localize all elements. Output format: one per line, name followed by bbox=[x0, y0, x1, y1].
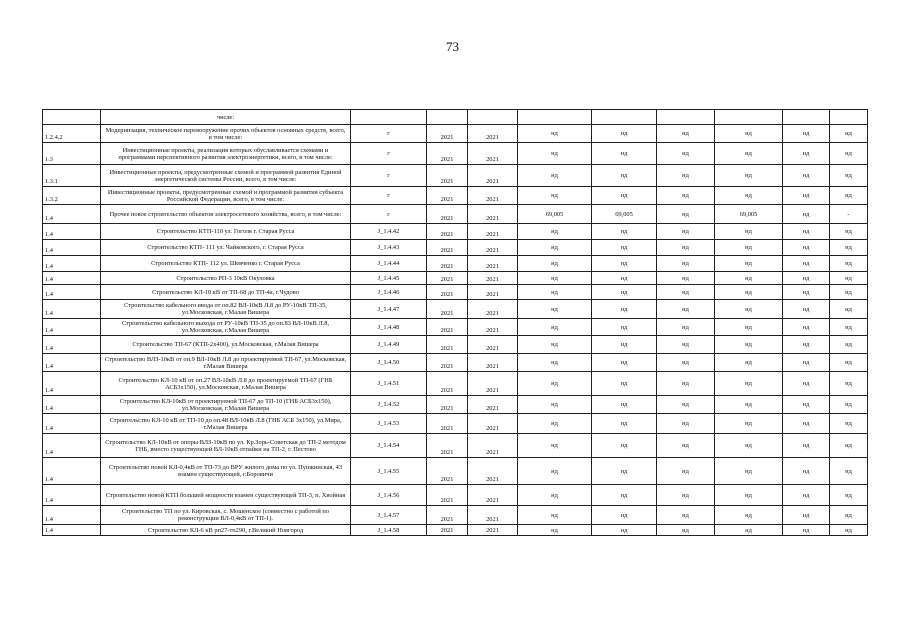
cell-value: нд bbox=[783, 205, 830, 224]
cell-year-end: 2021 bbox=[468, 434, 518, 458]
cell-value: нд bbox=[592, 336, 657, 354]
cell-year-end: 2021 bbox=[468, 485, 518, 506]
cell-value: нд bbox=[830, 300, 868, 319]
cell-value: нд bbox=[657, 372, 715, 396]
table-row bbox=[43, 396, 868, 414]
cell-value: нд bbox=[715, 414, 783, 434]
cell-value: нд bbox=[830, 187, 868, 205]
cell-value: нд bbox=[657, 165, 715, 187]
cell-value: нд bbox=[657, 354, 715, 372]
cell-value: нд bbox=[830, 525, 868, 536]
cell-code: 1.4 bbox=[43, 224, 101, 240]
cell-unit: J_1.4.58 bbox=[351, 525, 427, 536]
cell-value: нд bbox=[592, 125, 657, 143]
cell-value: нд bbox=[518, 485, 592, 506]
cell-value: нд bbox=[783, 224, 830, 240]
table-row bbox=[43, 285, 868, 300]
table-row bbox=[43, 372, 868, 396]
cell-value: нд bbox=[783, 414, 830, 434]
cell-unit: J_1.4.54 bbox=[351, 434, 427, 458]
cell-description: Прочее новое строительство объектов электросетевого хозяйства, всего, в том числе: bbox=[101, 205, 351, 224]
cell-year-start: 2021 bbox=[427, 396, 468, 414]
cell-value: нд bbox=[783, 256, 830, 272]
cell-value: нд bbox=[657, 485, 715, 506]
cell-unit: г bbox=[351, 187, 427, 205]
cell-value: нд bbox=[657, 506, 715, 525]
cell-value: нд bbox=[715, 285, 783, 300]
cell-year-end: 2021 bbox=[468, 336, 518, 354]
cell-value: нд bbox=[518, 143, 592, 165]
cell-value: нд bbox=[518, 434, 592, 458]
cell-unit: J_1.4.50 bbox=[351, 354, 427, 372]
cell-description: Модернизация, техническое перевооружение прочих объектов основных средств, всего, в том числе: bbox=[101, 125, 351, 143]
investment-table bbox=[42, 109, 868, 536]
cell-value: нд bbox=[657, 240, 715, 256]
table-row bbox=[43, 205, 868, 224]
cell-value: нд bbox=[715, 506, 783, 525]
table-row bbox=[43, 240, 868, 256]
cell-description: Строительство КЛ-10 кВ от ТП-10 до оп.48 ВЛ-10кВ Л.8 (ГНБ АСБ 3х150), ул.Мира, г.Малая Вишера bbox=[101, 414, 351, 434]
cell-value bbox=[657, 110, 715, 125]
cell-unit: г bbox=[351, 165, 427, 187]
cell-value: нд bbox=[830, 224, 868, 240]
cell-unit: J_1.4.51 bbox=[351, 372, 427, 396]
cell-code: 1.4 bbox=[43, 458, 101, 485]
cell-value: нд bbox=[592, 240, 657, 256]
cell-year-end: 2021 bbox=[468, 458, 518, 485]
cell-unit: г bbox=[351, 143, 427, 165]
cell-value: нд bbox=[783, 285, 830, 300]
cell-description: Строительство ТП-67 (КТП-2х400), ул.Московская, г.Малая Вишера bbox=[101, 336, 351, 354]
cell-value: нд bbox=[783, 272, 830, 285]
cell-value: нд bbox=[715, 125, 783, 143]
cell-value: нд bbox=[657, 319, 715, 336]
cell-unit: J_1.4.46 bbox=[351, 285, 427, 300]
cell-value: нд bbox=[715, 187, 783, 205]
cell-year-start: 2021 bbox=[427, 434, 468, 458]
cell-value: нд bbox=[592, 165, 657, 187]
cell-value: нд bbox=[518, 372, 592, 396]
cell-year-end: 2021 bbox=[468, 256, 518, 272]
cell-value: нд bbox=[657, 300, 715, 319]
cell-value: нд bbox=[657, 396, 715, 414]
cell-year-start: 2021 bbox=[427, 256, 468, 272]
cell-unit: J_1.4.44 bbox=[351, 256, 427, 272]
cell-value: нд bbox=[592, 256, 657, 272]
cell-value: нд bbox=[783, 125, 830, 143]
cell-value: нд bbox=[783, 240, 830, 256]
cell-value: нд bbox=[783, 165, 830, 187]
cell-value: нд bbox=[592, 143, 657, 165]
cell-value: нд bbox=[783, 372, 830, 396]
page-number: 73 bbox=[446, 39, 459, 54]
cell-value: нд bbox=[518, 240, 592, 256]
cell-description: Строительство КЛ-10кВ от опоры ВЛЗ-10кВ по ул. Кр.Зорь-Советская до ТП-2 методом ГНБ, вместо существующей ВЛ-10кВ отпайки на ТП-2, г. Пестово bbox=[101, 434, 351, 458]
cell-value: нд bbox=[783, 300, 830, 319]
cell-value: нд bbox=[783, 396, 830, 414]
cell-value bbox=[715, 110, 783, 125]
cell-code: 1.3.2 bbox=[43, 187, 101, 205]
table-body bbox=[43, 110, 868, 536]
cell-value: нд bbox=[592, 506, 657, 525]
cell-code: 1.4 bbox=[43, 319, 101, 336]
cell-year-end: 2021 bbox=[468, 506, 518, 525]
cell-value: нд bbox=[518, 336, 592, 354]
cell-value: нд bbox=[518, 224, 592, 240]
table-row bbox=[43, 272, 868, 285]
cell-value: нд bbox=[518, 285, 592, 300]
cell-value: нд bbox=[830, 125, 868, 143]
cell-value: нд bbox=[657, 285, 715, 300]
table-row bbox=[43, 187, 868, 205]
table-row bbox=[43, 525, 868, 536]
cell-value: нд bbox=[715, 354, 783, 372]
cell-year-start: 2021 bbox=[427, 319, 468, 336]
cell-value: нд bbox=[783, 354, 830, 372]
cell-value bbox=[783, 110, 830, 125]
cell-description: Строительство КЛ-10 кВ от ТП-68 до ТП-4а, г.Чудово bbox=[101, 285, 351, 300]
cell-value: нд bbox=[783, 485, 830, 506]
cell-value: нд bbox=[830, 434, 868, 458]
cell-value: нд bbox=[518, 256, 592, 272]
cell-value: нд bbox=[518, 525, 592, 536]
cell-value: нд bbox=[715, 396, 783, 414]
cell-year-start: 2021 bbox=[427, 372, 468, 396]
cell-value: нд bbox=[830, 458, 868, 485]
cell-value: нд bbox=[783, 319, 830, 336]
cell-code: 1.3 bbox=[43, 143, 101, 165]
cell-year-end: 2021 bbox=[468, 187, 518, 205]
cell-unit: J_1.4.48 bbox=[351, 319, 427, 336]
cell-value: нд bbox=[783, 187, 830, 205]
cell-value: нд bbox=[783, 143, 830, 165]
cell-code: 1.2.4.2 bbox=[43, 125, 101, 143]
cell-value: 69,005 bbox=[715, 205, 783, 224]
cell-value: нд bbox=[715, 485, 783, 506]
cell-year-start: 2021 bbox=[427, 165, 468, 187]
cell-value: нд bbox=[592, 434, 657, 458]
cell-year-start: 2021 bbox=[427, 458, 468, 485]
cell-value: нд bbox=[715, 256, 783, 272]
cell-year-end: 2021 bbox=[468, 372, 518, 396]
cell-description: Строительство ВЛЗ-10кВ от оп.9 ВЛ-10кВ Л.8 до проектируемой ТП-67, ул.Московская, г.Малая Вишера bbox=[101, 354, 351, 372]
cell-value: нд bbox=[715, 525, 783, 536]
cell-code: 1.4 bbox=[43, 272, 101, 285]
cell-value: нд bbox=[715, 272, 783, 285]
cell-value: нд bbox=[830, 256, 868, 272]
cell-value: нд bbox=[715, 165, 783, 187]
cell-value: нд bbox=[657, 525, 715, 536]
cell-unit: J_1.4.45 bbox=[351, 272, 427, 285]
cell-year-start: 2021 bbox=[427, 272, 468, 285]
cell-value: нд bbox=[830, 396, 868, 414]
cell-description: Строительство КТП-110 ул. Гоголя г. Старая Русса bbox=[101, 224, 351, 240]
cell-value: нд bbox=[830, 354, 868, 372]
cell-description: Инвестиционные проекты, предусмотренные схемой и программой развития субъекта Российской Федерации, всего, в том числе: bbox=[101, 187, 351, 205]
table-row bbox=[43, 165, 868, 187]
table-row bbox=[43, 256, 868, 272]
cell-year-start: 2021 bbox=[427, 485, 468, 506]
cell-value: нд bbox=[715, 372, 783, 396]
cell-value: нд bbox=[657, 336, 715, 354]
cell-description: Строительство КТП- 112 ул. Шевченко г. Старая Русса bbox=[101, 256, 351, 272]
cell-value: нд bbox=[715, 224, 783, 240]
cell-value: нд bbox=[518, 272, 592, 285]
cell-value: нд bbox=[657, 414, 715, 434]
cell-year-end: 2021 bbox=[468, 240, 518, 256]
cell-code: 1.4 bbox=[43, 485, 101, 506]
cell-value: нд bbox=[830, 336, 868, 354]
cell-description: Строительство КТП- 111 ул. Чайковского, г. Старая Русса bbox=[101, 240, 351, 256]
cell-value: нд bbox=[830, 165, 868, 187]
cell-value: нд bbox=[783, 336, 830, 354]
cell-year-end bbox=[468, 110, 518, 125]
cell-year-end: 2021 bbox=[468, 396, 518, 414]
cell-value: нд bbox=[657, 458, 715, 485]
cell-year-start: 2021 bbox=[427, 285, 468, 300]
cell-year-end: 2021 bbox=[468, 125, 518, 143]
cell-value: нд bbox=[518, 187, 592, 205]
cell-code: 1.3.1 bbox=[43, 165, 101, 187]
cell-code: 1.4 bbox=[43, 285, 101, 300]
cell-value: нд bbox=[592, 285, 657, 300]
cell-value: нд bbox=[518, 354, 592, 372]
cell-value: нд bbox=[715, 300, 783, 319]
cell-unit: J_1.4.49 bbox=[351, 336, 427, 354]
cell-description: Строительство ТП по ул. Кировская, с. Мошенское (совместно с работой по реконструкции ВЛ-0,4кВ от ТП-1). bbox=[101, 506, 351, 525]
cell-description: Строительство КЛ-10кВ от проектируемой ТП-67 до ТП-10 (ГНБ АСБ3х150), ул.Московская, г.Малая Вишера bbox=[101, 396, 351, 414]
cell-value: - bbox=[830, 205, 868, 224]
cell-code: 1.4 bbox=[43, 240, 101, 256]
cell-year-start: 2021 bbox=[427, 414, 468, 434]
cell-year-end: 2021 bbox=[468, 319, 518, 336]
cell-year-end: 2021 bbox=[468, 224, 518, 240]
cell-value: нд bbox=[830, 414, 868, 434]
cell-unit: г bbox=[351, 205, 427, 224]
cell-value: нд bbox=[518, 506, 592, 525]
cell-value: нд bbox=[657, 272, 715, 285]
cell-value: нд bbox=[657, 143, 715, 165]
cell-value: нд bbox=[657, 224, 715, 240]
cell-description: Инвестиционные проекты, предусмотренные схемой и программой развития Единой энергетической системы России, всего, в том числе: bbox=[101, 165, 351, 187]
cell-value: нд bbox=[592, 372, 657, 396]
cell-value: нд bbox=[783, 434, 830, 458]
cell-code: 1.4 bbox=[43, 354, 101, 372]
cell-year-start: 2021 bbox=[427, 205, 468, 224]
cell-unit: J_1.4.47 bbox=[351, 300, 427, 319]
cell-value: нд bbox=[715, 319, 783, 336]
cell-value: 69,005 bbox=[518, 205, 592, 224]
cell-description: Строительство КЛ-10 кВ от оп.27 ВЛ-10кВ Л.8 до проектируемой ТП-67 (ГНБ АСБ3х150), ул.Московская, г.Малая Вишера bbox=[101, 372, 351, 396]
cell-value: нд bbox=[657, 256, 715, 272]
cell-value: нд bbox=[830, 272, 868, 285]
cell-value: нд bbox=[518, 300, 592, 319]
cell-value: нд bbox=[592, 300, 657, 319]
cell-value: нд bbox=[518, 458, 592, 485]
cell-value: нд bbox=[518, 125, 592, 143]
table-row bbox=[43, 110, 868, 125]
table-row bbox=[43, 336, 868, 354]
cell-code: 1.4 bbox=[43, 256, 101, 272]
cell-year-start: 2021 bbox=[427, 506, 468, 525]
cell-value: нд bbox=[830, 143, 868, 165]
cell-value: нд bbox=[830, 285, 868, 300]
cell-year-end: 2021 bbox=[468, 205, 518, 224]
table-row bbox=[43, 125, 868, 143]
cell-value: нд bbox=[592, 224, 657, 240]
table-row bbox=[43, 224, 868, 240]
cell-year-end: 2021 bbox=[468, 285, 518, 300]
table-row bbox=[43, 485, 868, 506]
cell-value: нд bbox=[715, 458, 783, 485]
cell-description: Строительство новой КЛ-0,4кВ от ТП-73 до ВРУ жилого дома по ул. Пушкинская, 43 взамен существующей, г.Боровичи bbox=[101, 458, 351, 485]
cell-value: нд bbox=[592, 319, 657, 336]
cell-description: Инвестиционные проекты, реализация которых обуславливается схемами и программами перспективного развития электроэнергетики, всего, в том числе: bbox=[101, 143, 351, 165]
cell-code: 1.4 bbox=[43, 372, 101, 396]
cell-value: нд bbox=[592, 414, 657, 434]
cell-value: нд bbox=[518, 414, 592, 434]
cell-code: 1.4 bbox=[43, 506, 101, 525]
cell-value: нд bbox=[518, 165, 592, 187]
cell-value: нд bbox=[715, 143, 783, 165]
cell-value: нд bbox=[715, 240, 783, 256]
cell-year-end: 2021 bbox=[468, 300, 518, 319]
cell-year-end: 2021 bbox=[468, 525, 518, 536]
cell-year-start: 2021 bbox=[427, 224, 468, 240]
cell-value: нд bbox=[518, 319, 592, 336]
cell-year-start bbox=[427, 110, 468, 125]
table-row bbox=[43, 354, 868, 372]
cell-value: нд bbox=[715, 336, 783, 354]
cell-value: нд bbox=[592, 396, 657, 414]
cell-unit: J_1.4.56 bbox=[351, 485, 427, 506]
cell-description: Строительство КЛ-6 кВ рп27-тп290, г.Великий Новгород bbox=[101, 525, 351, 536]
cell-value: нд bbox=[783, 525, 830, 536]
cell-value: нд bbox=[657, 205, 715, 224]
cell-value: нд bbox=[592, 272, 657, 285]
cell-description: Строительство новой КТП большей мощности взамен существующей ТП-3, п. Хвойная bbox=[101, 485, 351, 506]
cell-code: 1.4 bbox=[43, 205, 101, 224]
cell-code: 1.4 bbox=[43, 336, 101, 354]
cell-value: нд bbox=[830, 240, 868, 256]
cell-value: нд bbox=[830, 506, 868, 525]
table-row bbox=[43, 300, 868, 319]
cell-value: нд bbox=[783, 458, 830, 485]
cell-description: Строительство кабельного выхода от РУ-10кВ ТП-35 до оп.83 ВЛ-10кВ Л.8, ул.Московская, г.Малая Вишера bbox=[101, 319, 351, 336]
cell-value: нд bbox=[592, 354, 657, 372]
table-row bbox=[43, 143, 868, 165]
cell-year-end: 2021 bbox=[468, 354, 518, 372]
cell-value: нд bbox=[783, 506, 830, 525]
cell-description: Строительство кабельного ввода от оп.82 ВЛ-10кВ Л.8 до РУ-10кВ ТП-35, ул.Московская, г.Малая Вишера bbox=[101, 300, 351, 319]
cell-value: нд bbox=[657, 434, 715, 458]
cell-description: числе: bbox=[101, 110, 351, 125]
table-row bbox=[43, 414, 868, 434]
cell-value bbox=[830, 110, 868, 125]
cell-value: нд bbox=[657, 187, 715, 205]
cell-unit: J_1.4.43 bbox=[351, 240, 427, 256]
cell-value: нд bbox=[592, 525, 657, 536]
cell-value: нд bbox=[592, 458, 657, 485]
cell-code: 1.4 bbox=[43, 300, 101, 319]
cell-description: Строительство РП-3 10кВ Окуловка bbox=[101, 272, 351, 285]
cell-year-start: 2021 bbox=[427, 187, 468, 205]
cell-value: нд bbox=[592, 187, 657, 205]
table-row bbox=[43, 319, 868, 336]
cell-code bbox=[43, 110, 101, 125]
cell-year-start: 2021 bbox=[427, 125, 468, 143]
cell-year-end: 2021 bbox=[468, 414, 518, 434]
cell-year-start: 2021 bbox=[427, 240, 468, 256]
cell-value bbox=[592, 110, 657, 125]
cell-year-start: 2021 bbox=[427, 336, 468, 354]
cell-value: нд bbox=[715, 434, 783, 458]
cell-code: 1.4 bbox=[43, 414, 101, 434]
cell-value bbox=[518, 110, 592, 125]
cell-year-start: 2021 bbox=[427, 143, 468, 165]
cell-code: 1.4 bbox=[43, 396, 101, 414]
cell-unit: J_1.4.55 bbox=[351, 458, 427, 485]
cell-unit: J_1.4.52 bbox=[351, 396, 427, 414]
cell-value: нд bbox=[830, 319, 868, 336]
cell-code: 1.4 bbox=[43, 434, 101, 458]
cell-year-end: 2021 bbox=[468, 143, 518, 165]
table-row bbox=[43, 506, 868, 525]
cell-year-start: 2021 bbox=[427, 525, 468, 536]
cell-unit: г bbox=[351, 125, 427, 143]
cell-value: нд bbox=[592, 485, 657, 506]
cell-code: 1.4 bbox=[43, 525, 101, 536]
cell-unit: J_1.4.53 bbox=[351, 414, 427, 434]
cell-value: нд bbox=[830, 485, 868, 506]
table-row bbox=[43, 434, 868, 458]
cell-year-end: 2021 bbox=[468, 165, 518, 187]
cell-unit bbox=[351, 110, 427, 125]
cell-unit: J_1.4.57 bbox=[351, 506, 427, 525]
table-row bbox=[43, 458, 868, 485]
cell-value: нд bbox=[657, 125, 715, 143]
cell-year-end: 2021 bbox=[468, 272, 518, 285]
cell-year-start: 2021 bbox=[427, 354, 468, 372]
cell-value: нд bbox=[830, 372, 868, 396]
cell-value: нд bbox=[518, 396, 592, 414]
cell-value: 69,005 bbox=[592, 205, 657, 224]
cell-unit: J_1.4.42 bbox=[351, 224, 427, 240]
cell-year-start: 2021 bbox=[427, 300, 468, 319]
